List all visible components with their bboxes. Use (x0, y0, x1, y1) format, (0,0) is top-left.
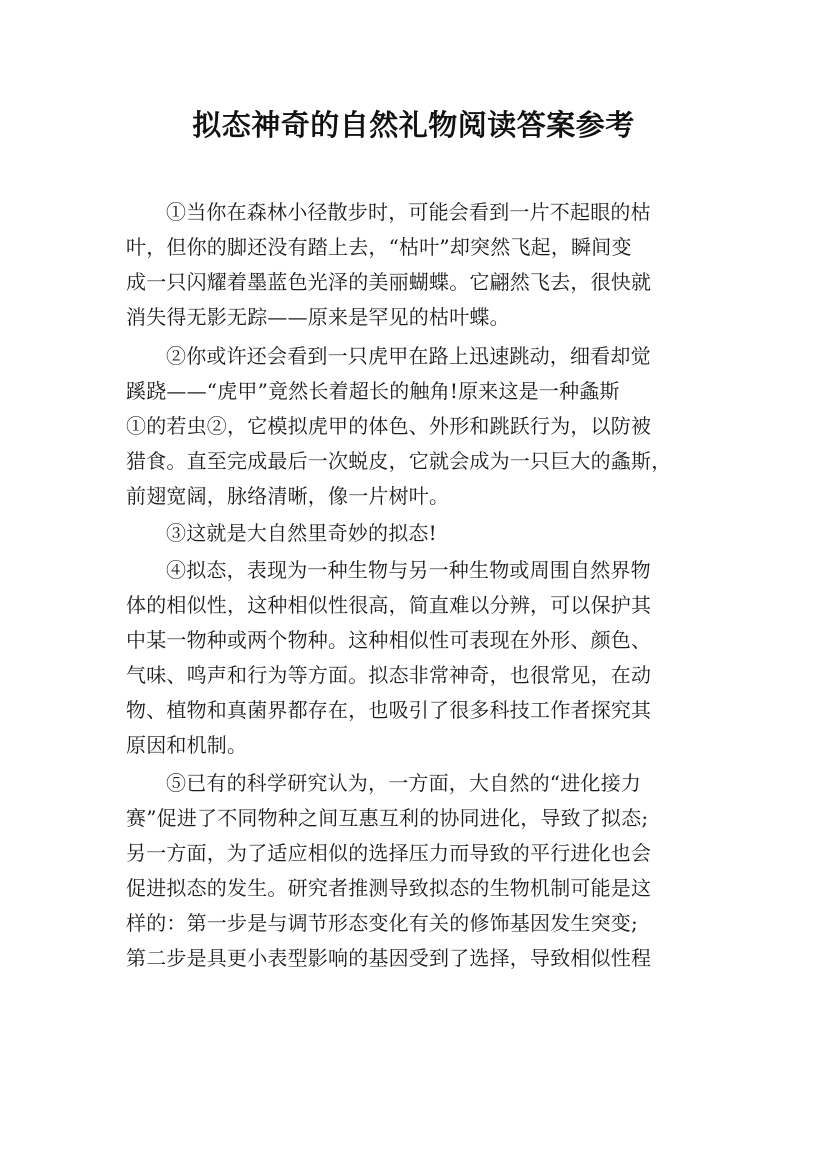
paragraph-5-line-1: ⑤已有的科学研究认为，一方面，大自然的“进化接力 (166, 771, 642, 795)
paragraph-5-line-5: 样的：第一步是与调节形态变化有关的修饰基因发生突变; (126, 911, 638, 935)
paragraph-4-line-3: 中某一物种或两个物种。这种相似性可表现在外形、颜色、 (126, 628, 652, 652)
paragraph-2-line-1: ②你或许还会看到一只虎甲在路上迅速跳动，细看却觉 (166, 344, 651, 368)
paragraph-4-line-4: 气味、鸣声和行为等方面。拟态非常神奇，也很常见，在动 (126, 663, 652, 687)
paragraph-2-line-2: 蹊跷——“虎甲”竟然长着超长的触角!原来这是一种螽斯 (126, 379, 620, 403)
paragraph-2-line-4: 猎食。直至完成最后一次蜕皮，它就会成为一只巨大的螽斯， (126, 449, 672, 473)
paragraph-4-line-1: ④拟态，表现为一种生物与另一种生物或周围自然界物 (166, 558, 651, 582)
paragraph-1-line-2: 叶，但你的脚还没有踏上去，“枯叶”却突然飞起，瞬间变 (126, 235, 632, 259)
paragraph-1-line-3: 成一只闪耀着墨蓝色光泽的美丽蝴蝶。它翩然飞去，很快就 (126, 270, 652, 294)
paragraph-2-line-5: 前翅宽阔，脉络清晰，像一片树叶。 (126, 484, 450, 508)
paragraph-4-line-5: 物、植物和真菌界都存在，也吸引了很多科技工作者探究其 (126, 698, 652, 722)
paragraph-5-line-6: 第二步是具更小表型影响的基因受到了选择，导致相似性程 (126, 946, 652, 970)
paragraph-5-line-3: 另一方面，为了适应相似的选择压力而导致的平行进化也会 (126, 841, 652, 865)
paragraph-3-line-1: ③这就是大自然里奇妙的拟态! (166, 521, 437, 545)
paragraph-5-line-2: 赛”促进了不同物种之间互惠互利的协同进化，导致了拟态; (126, 806, 649, 830)
page-title: 拟态神奇的自然礼物阅读答案参考 (192, 108, 635, 142)
paragraph-1-line-4: 消失得无影无踪——原来是罕见的枯叶蝶。 (126, 305, 510, 329)
paragraph-2-line-3: ①的若虫②，它模拟虎甲的体色、外形和跳跃行为，以防被 (126, 414, 652, 438)
paragraph-5-line-4: 促进拟态的发生。研究者推测导致拟态的生物机制可能是这 (126, 876, 652, 900)
paragraph-4-line-2: 体的相似性，这种相似性很高，简直难以分辨，可以保护其 (126, 593, 652, 617)
paragraph-4-line-6: 原因和机制。 (126, 733, 248, 757)
paragraph-1-line-1: ①当你在森林小径散步时，可能会看到一片不起眼的枯 (166, 200, 651, 224)
